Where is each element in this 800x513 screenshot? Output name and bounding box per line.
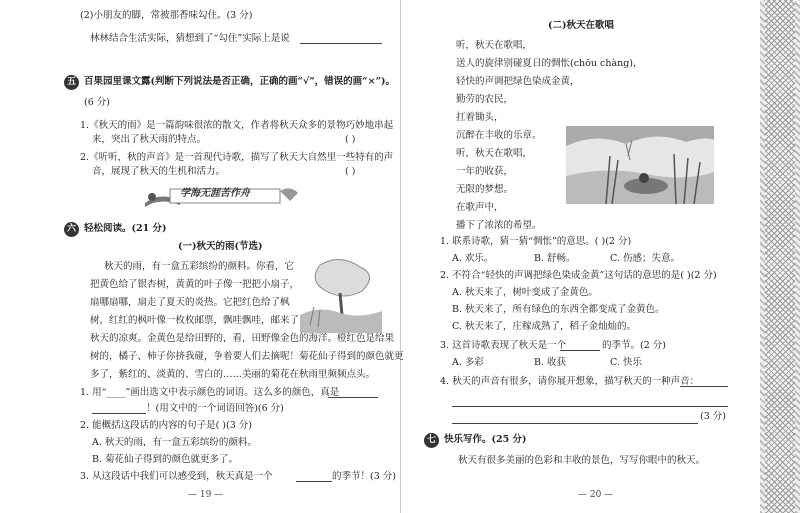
q3-line: 3. 这首诗歌表现了秋天是一个 <box>440 340 567 351</box>
q3-option-a[interactable]: A. 多彩 <box>452 357 484 368</box>
q1-question: 1. 联系诗歌，猜一猜“惆怅”的意思。( )(2 分) <box>440 236 632 247</box>
page-number-right: — 20 — <box>578 490 614 500</box>
judge-2-line1: 2.《听听，秋的声音》是一首现代诗歌，描写了秋天大自然里一些特有的声 <box>80 152 394 163</box>
passage1-line: 秋天的雨，有一盒五彩缤纷的颜料。你看，它 <box>104 261 295 272</box>
r3-answer-line[interactable] <box>296 473 332 482</box>
poem-line: 播下了浓浓的希望。 <box>456 220 542 231</box>
judge-1-line1: 1.《秋天的雨》是一篇韵味很浓的散文，作者将秋天众多的景物巧妙地串起 <box>80 120 394 131</box>
passage1-line: 树，红红的枫叶像一枚枚邮票，飘哇飘哇，邮来了 <box>90 315 300 326</box>
judge-2-answer[interactable]: ( ) <box>345 166 356 177</box>
r2-option-b[interactable]: B. 菊花仙子得到的颜色就更多了。 <box>92 454 239 465</box>
passage1-line: 扇哪扇哪，扇走了夏天的炎热。它把红色给了枫 <box>90 297 290 308</box>
q2-option-c[interactable]: C. 秋天来了，庄稼成熟了，稻子金灿灿的。 <box>452 321 636 332</box>
q3-answer-line[interactable] <box>560 342 600 351</box>
q2-option-b[interactable]: B. 秋天来了，所有绿色的东西全都变成了金黄色。 <box>452 304 665 315</box>
poem-line: 送人的旋律别碰夏日的惆怅(chōu chàng)， <box>456 58 643 69</box>
decorative-side-pattern <box>765 0 795 513</box>
q4-answer-line2[interactable] <box>452 398 728 407</box>
page-number-left: — 19 — <box>188 490 224 500</box>
passage1-line: 把黄色给了银杏树，黄黄的叶子像一把把小扇子， <box>90 279 300 290</box>
q2-option-a[interactable]: A. 秋天来了，树叶变成了金黄色。 <box>452 287 598 298</box>
passage2-title: (二)秋天在歌唱 <box>548 20 614 31</box>
r1-answer-line[interactable] <box>328 389 378 398</box>
poem-line: 勤劳的农民， <box>456 94 514 105</box>
banner-text: 学海无涯苦作舟 <box>180 188 250 199</box>
section6-title: 轻松阅读。(21 分) <box>84 223 167 234</box>
poem-line: 听，秋天在歌唱， <box>456 40 533 51</box>
q1-option-a[interactable]: A. 欢乐。 <box>452 253 494 264</box>
section5-badge: 五 <box>64 75 79 90</box>
page-divider <box>400 0 401 513</box>
passage1-title: (一)秋天的雨(节选) <box>178 241 263 252</box>
passage1-line: 多了，紫红的、淡黄的、雪白的……美丽的菊花在秋雨里频频点头。 <box>90 369 376 380</box>
q1-option-b[interactable]: B. 舒畅。 <box>534 253 576 264</box>
section6-badge: 六 <box>64 222 79 237</box>
q3-option-b[interactable]: B. 收获 <box>534 357 567 368</box>
autumn-field-illustration <box>566 126 714 204</box>
section7-title: 快乐写作。(25 分) <box>444 434 527 445</box>
poem-line: 扛着锄头， <box>456 112 504 123</box>
q4-question: 4. 秋天的声音有很多，请你展开想象，描写秋天的一种声音： <box>440 376 700 387</box>
judge-1-line2: 来，突出了秋天雨的特点。 <box>92 134 207 145</box>
writing-prompt: 秋天有很多美丽的色彩和丰收的景色，写写你眼中的秋天。 <box>458 455 706 466</box>
q2-prompt: 林林结合生活实际，猜想到了“勾住”实际上是说 <box>90 33 290 44</box>
poem-line: 沉醉在丰收的乐章。 <box>456 130 542 141</box>
r3-tail: 的季节！(3 分) <box>332 471 396 482</box>
poem-line: 一年的收获， <box>456 166 514 177</box>
section5-title: 百果园里课文露(判断下列说法是否正确，正确的画“√”，错误的画“×”)。 <box>84 76 396 87</box>
q4-answer-line1[interactable] <box>680 378 728 387</box>
passage1-line: 秋天的凉爽。金黄色是给田野的，看，田野像金色的海洋。橙红色是给果 <box>90 333 395 344</box>
r1-answer-line2[interactable] <box>92 405 146 414</box>
poem-line: 无限的梦想。 <box>456 184 514 195</box>
poem-line: 轻快的声调把绿色染成金黄， <box>456 76 580 87</box>
autumn-tree-illustration <box>300 255 382 333</box>
q3-option-c[interactable]: C. 快乐 <box>610 357 642 368</box>
r2-option-a[interactable]: A. 秋天的雨，有一盒五彩缤纷的颜料。 <box>92 437 257 448</box>
section5-points: (6 分) <box>84 97 110 108</box>
passage1-line: 树的，橘子、柿子你挤我碰，争着要人们去摘呢！菊花仙子得到的颜色就更 <box>90 351 404 362</box>
q3-tail: 的季节。(2 分) <box>602 340 666 351</box>
q2-question: 2. 不符合“轻快的声调把绿色染成金黄”这句话的意思的是( )(2 分) <box>440 270 717 281</box>
q2-text: (2)小朋友的脚，常被那香味勾住。(3 分) <box>80 10 253 21</box>
r1-line2: ！(用文中的一个词语回答)(6 分) <box>146 403 284 414</box>
judge-2-line2: 音，展现了秋天的生机和活力。 <box>92 166 226 177</box>
q4-points: (3 分) <box>700 411 726 422</box>
q1-option-c[interactable]: C. 伤感；失意。 <box>610 253 680 264</box>
r1-line1: 1. 用“____”画出选文中表示颜色的词语。这么多的颜色，真是 <box>80 387 340 398</box>
section7-badge: 七 <box>424 433 439 448</box>
poem-line: 在歌声中， <box>456 202 504 213</box>
q4-answer-line3[interactable] <box>452 415 698 424</box>
q2-answer-line[interactable] <box>300 35 382 44</box>
r3-line: 3. 从这段话中我们可以感受到，秋天真是一个 <box>80 471 273 482</box>
poem-line: 听，秋天在歌唱， <box>456 148 533 159</box>
judge-1-answer[interactable]: ( ) <box>345 134 356 145</box>
r2-question: 2. 能概括这段话的内容的句子是( )(3 分) <box>80 420 252 431</box>
